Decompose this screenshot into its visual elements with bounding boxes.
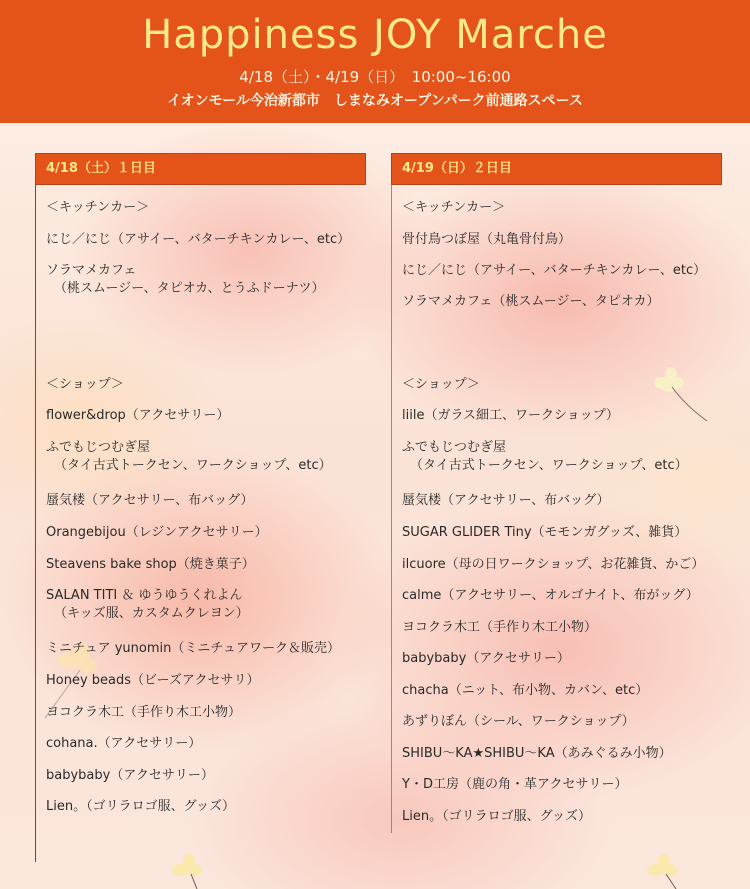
list-item: Steavens bake shop（焼き菓子）	[46, 557, 255, 572]
event-date: 4/18（土）・4/19（日） 10:00~16:00	[239, 68, 511, 86]
list-item: ソラマメカフェ （桃スムージー、タピオカ、とうふドーナツ）	[46, 263, 325, 296]
list-item: calme（アクセサリー、オルゴナイト、布がッグ）	[402, 588, 699, 603]
list-item: ミニチュア yunomin（ミニチュアワーク＆販売）	[46, 641, 340, 656]
day2-column	[391, 153, 722, 833]
day1-column	[35, 153, 366, 862]
day2-list	[391, 185, 722, 833]
list-item: あずりぼん（シール、ワークショップ）	[402, 714, 635, 729]
kitchen-heading: ＜キッチンカー＞	[46, 200, 150, 215]
list-item: Lien。（ゴリラロゴ服、グッズ）	[46, 799, 235, 814]
list-item: SHIBU～KA★SHIBU～KA（あみぐるみ小物）	[402, 746, 672, 761]
day1-header: 4/18（土）１日目	[35, 153, 366, 185]
event-venue: イオンモール今治新都市 しまなみオープンパーク前通路スペース	[167, 93, 583, 109]
list-item: ソラマメカフェ（桃スムージー、タピオカ）	[402, 294, 660, 309]
list-item: cohana.（アクセサリー）	[46, 736, 202, 751]
list-item: babybaby（アクセサリー）	[402, 651, 570, 666]
list-item: 骨付鳥つぼ屋（丸亀骨付鳥）	[402, 232, 572, 247]
shop-heading: ＜ショップ＞	[46, 377, 124, 392]
list-item: chacha（ニット、布小物、カバン、etc）	[402, 683, 649, 698]
list-item: ふでもじつむぎ屋 （タイ古式トークセン、ワークショップ、etc）	[46, 440, 332, 473]
list-item: Orangebijou（レジンアクセサリー）	[46, 525, 268, 540]
event-banner	[0, 0, 750, 123]
list-item: flower&drop（アクセサリー）	[46, 408, 230, 423]
list-item: にじ／にじ（アサイー、バターチキンカレー、etc）	[402, 263, 707, 278]
list-item: SUGAR GLIDER Tiny（モモンガグッズ、雑貨）	[402, 525, 688, 540]
list-item: 蜃気楼（アクセサリー、布バッグ）	[402, 493, 610, 508]
list-item: にじ／にじ（アサイー、バターチキンカレー、etc）	[46, 232, 351, 247]
kitchen-heading: ＜キッチンカー＞	[402, 200, 506, 215]
list-item: ilcuore（母の日ワークショップ、お花雑貨、かご）	[402, 557, 705, 572]
list-item: 蜃気楼（アクセサリー、布バッグ）	[46, 493, 254, 508]
list-item: babybaby（アクセサリー）	[46, 768, 214, 783]
event-title: Happiness JOY Marche	[142, 12, 608, 58]
list-item: Lien。（ゴリラロゴ服、グッズ）	[402, 809, 591, 824]
list-item: Honey beads（ビーズアクセサリ）	[46, 673, 260, 688]
flower-icon	[640, 852, 690, 889]
list-item: SALAN TITI ＆ ゆうゆうくれよん （キッズ服、カスタムクレヨン）	[46, 588, 249, 621]
list-item: ふでもじつむぎ屋 （タイ古式トークセン、ワークショップ、etc）	[402, 440, 688, 473]
list-item: ヨコクラ木工（手作り木工小物）	[402, 620, 598, 635]
day2-header: 4/19（日）２日目	[391, 153, 722, 185]
day1-list	[35, 185, 366, 862]
list-item: liile（ガラス細工、ワークショップ）	[402, 408, 619, 423]
shop-heading: ＜ショップ＞	[402, 377, 480, 392]
list-item: Y・D工房（鹿の角・革アクセサリー）	[402, 777, 628, 792]
list-item: ヨコクラ木工（手作り木工小物）	[46, 705, 242, 720]
